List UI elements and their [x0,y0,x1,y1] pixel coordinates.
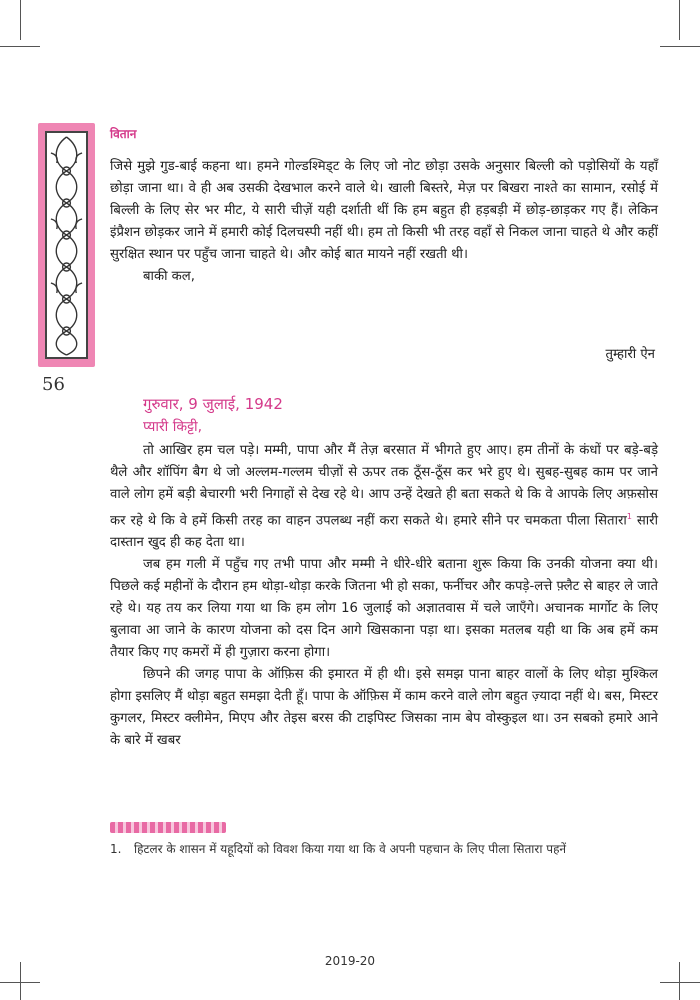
paragraph: छिपने की जगह पापा के ऑफ़िस की इमारत में ही थी। इसे समझ पाना बाहर वालों के लिए थोड़ा मुश्किल होगा इसलिए मैं थोड़ा बहुत समझा देती हूँ। पापा के ऑफ़िस में काम करने वाले लोग बहुत ज़्यादा नहीं थे। बस, मिस्टर कुगलर, मिस्टर क्लीमेन, मिएप और तेइस बरस की टाइपिस्ट जिसका नाम बेप वोस्कुइल था। उन सबको हमारे आने के बारे में खबर [110,667,658,749]
footnote-number: 1. [110,842,122,856]
footnote-marker: 1 [626,512,632,521]
footnote-text: हिटलर के शासन में यहूदियों को विवश किया गया था कि वे अपनी पहचान के लिए पीला सितारा पहनें [134,842,567,856]
paragraph [110,440,658,554]
paragraph: जिसे मुझे गुड-बाई कहना था। हमने गोल्डश्मिड्ट के लिए जो नोट छोड़ा उसके अनुसार बिल्ली को पड़ोसियों के यहाँ छोड़ा जाना था। वे ही अब उसकी देखभाल करने वाले थे। खाली बिस्तरे, मेज़ पर बिखरा नाश्ते का सामान, रसोई में बिल्ली के लिए सेर भर मीट, ये सारी चीज़ें यही दर्शाती थीं कि हम बहुत ही हड़बड़ी में छोड़-छाड़कर गए हैं। लेकिन इंप्रैशन छोड़कर जाने में हमारी कोई दिलचस्पी नहीं थी। हम तो किसी भी तरह वहाँ से निकल जाना चाहते थे और कहीं सुरक्षित स्थान पर पहुँच जाना चाहते थे। और कोई बात मायने नहीं रखती थी। [110,159,658,262]
salutation: प्यारी किट्टी, [143,419,203,435]
closing-line: बाकी कल, [143,269,195,284]
crop-mark [679,0,680,40]
decorative-side-banner [38,123,95,367]
footnote [110,838,670,860]
crop-mark [20,0,21,40]
crop-mark [660,46,700,47]
footer-year: 2019-20 [324,954,376,968]
date-heading: गुरुवार, 9 जुलाई, 1942 [143,395,283,413]
letter-body [110,440,658,752]
section-label: वितान [110,127,137,141]
paragraph: जब हम गली में पहुँच गए तभी पापा और मम्मी ने धीरे-धीरे बताना शुरू किया कि उनकी योजना क्या थी। पिछले कई महीनों के दौरान हम थोड़ा-थोड़ा करके जितना भी हो सका, फर्नीचर और कपड़े-लत्ते फ़्लैट से बाहर ले जाते रहे थे। यह तय कर लिया गया था कि हम लोग 16 जुलाई को अज्ञातवास में चले जाएँगे। अचानक मार्गोट के लिए बुलावा आ जाने के कारण योजना को दस दिन आगे खिसकाना पड़ा था। इसका मतलब यही था कि अब हमें कम तैयार किए गए कमरों में ही गुज़ारा करना होगा। [110,557,658,661]
footnote-divider [110,822,226,833]
ornament-panel [45,131,88,359]
crop-mark [660,982,700,983]
ornament-pattern [47,133,86,357]
signoff: तुम्हारी ऐन [605,347,655,362]
paragraph-text: तो आखिर हम चल पड़े। मम्मी, पापा और मैं तेज़ बरसात में भीगते हुए आए। हम तीनों के कंधों पर बड़े-बड़े थैले और शॉपिंग बैग थे जो अल्लम-गल्लम चीज़ों से ऊपर तक ठूँस-ठूँस कर भरे हुए थे। सुबह-सुबह काम पर जाने वाले लोग हमें बड़ी बेचारगी भरी निगाहों से देख रहे थे। आप उन्हें देखते ही बता सकते थे कि वे आपके लिए अफ़सोस कर रहे थे कि वे हमें किसी तरह का वाहन उपलब्ध नहीं करा सकते थे। हमारे सीने पर चमकता पीला सितारा [110,443,659,529]
crop-mark [0,46,40,47]
paragraph-continued [110,156,658,288]
paragraph-text: सारी दास्तान खुद ही कह देता था। [110,513,658,551]
page-number: 56 [42,374,65,395]
